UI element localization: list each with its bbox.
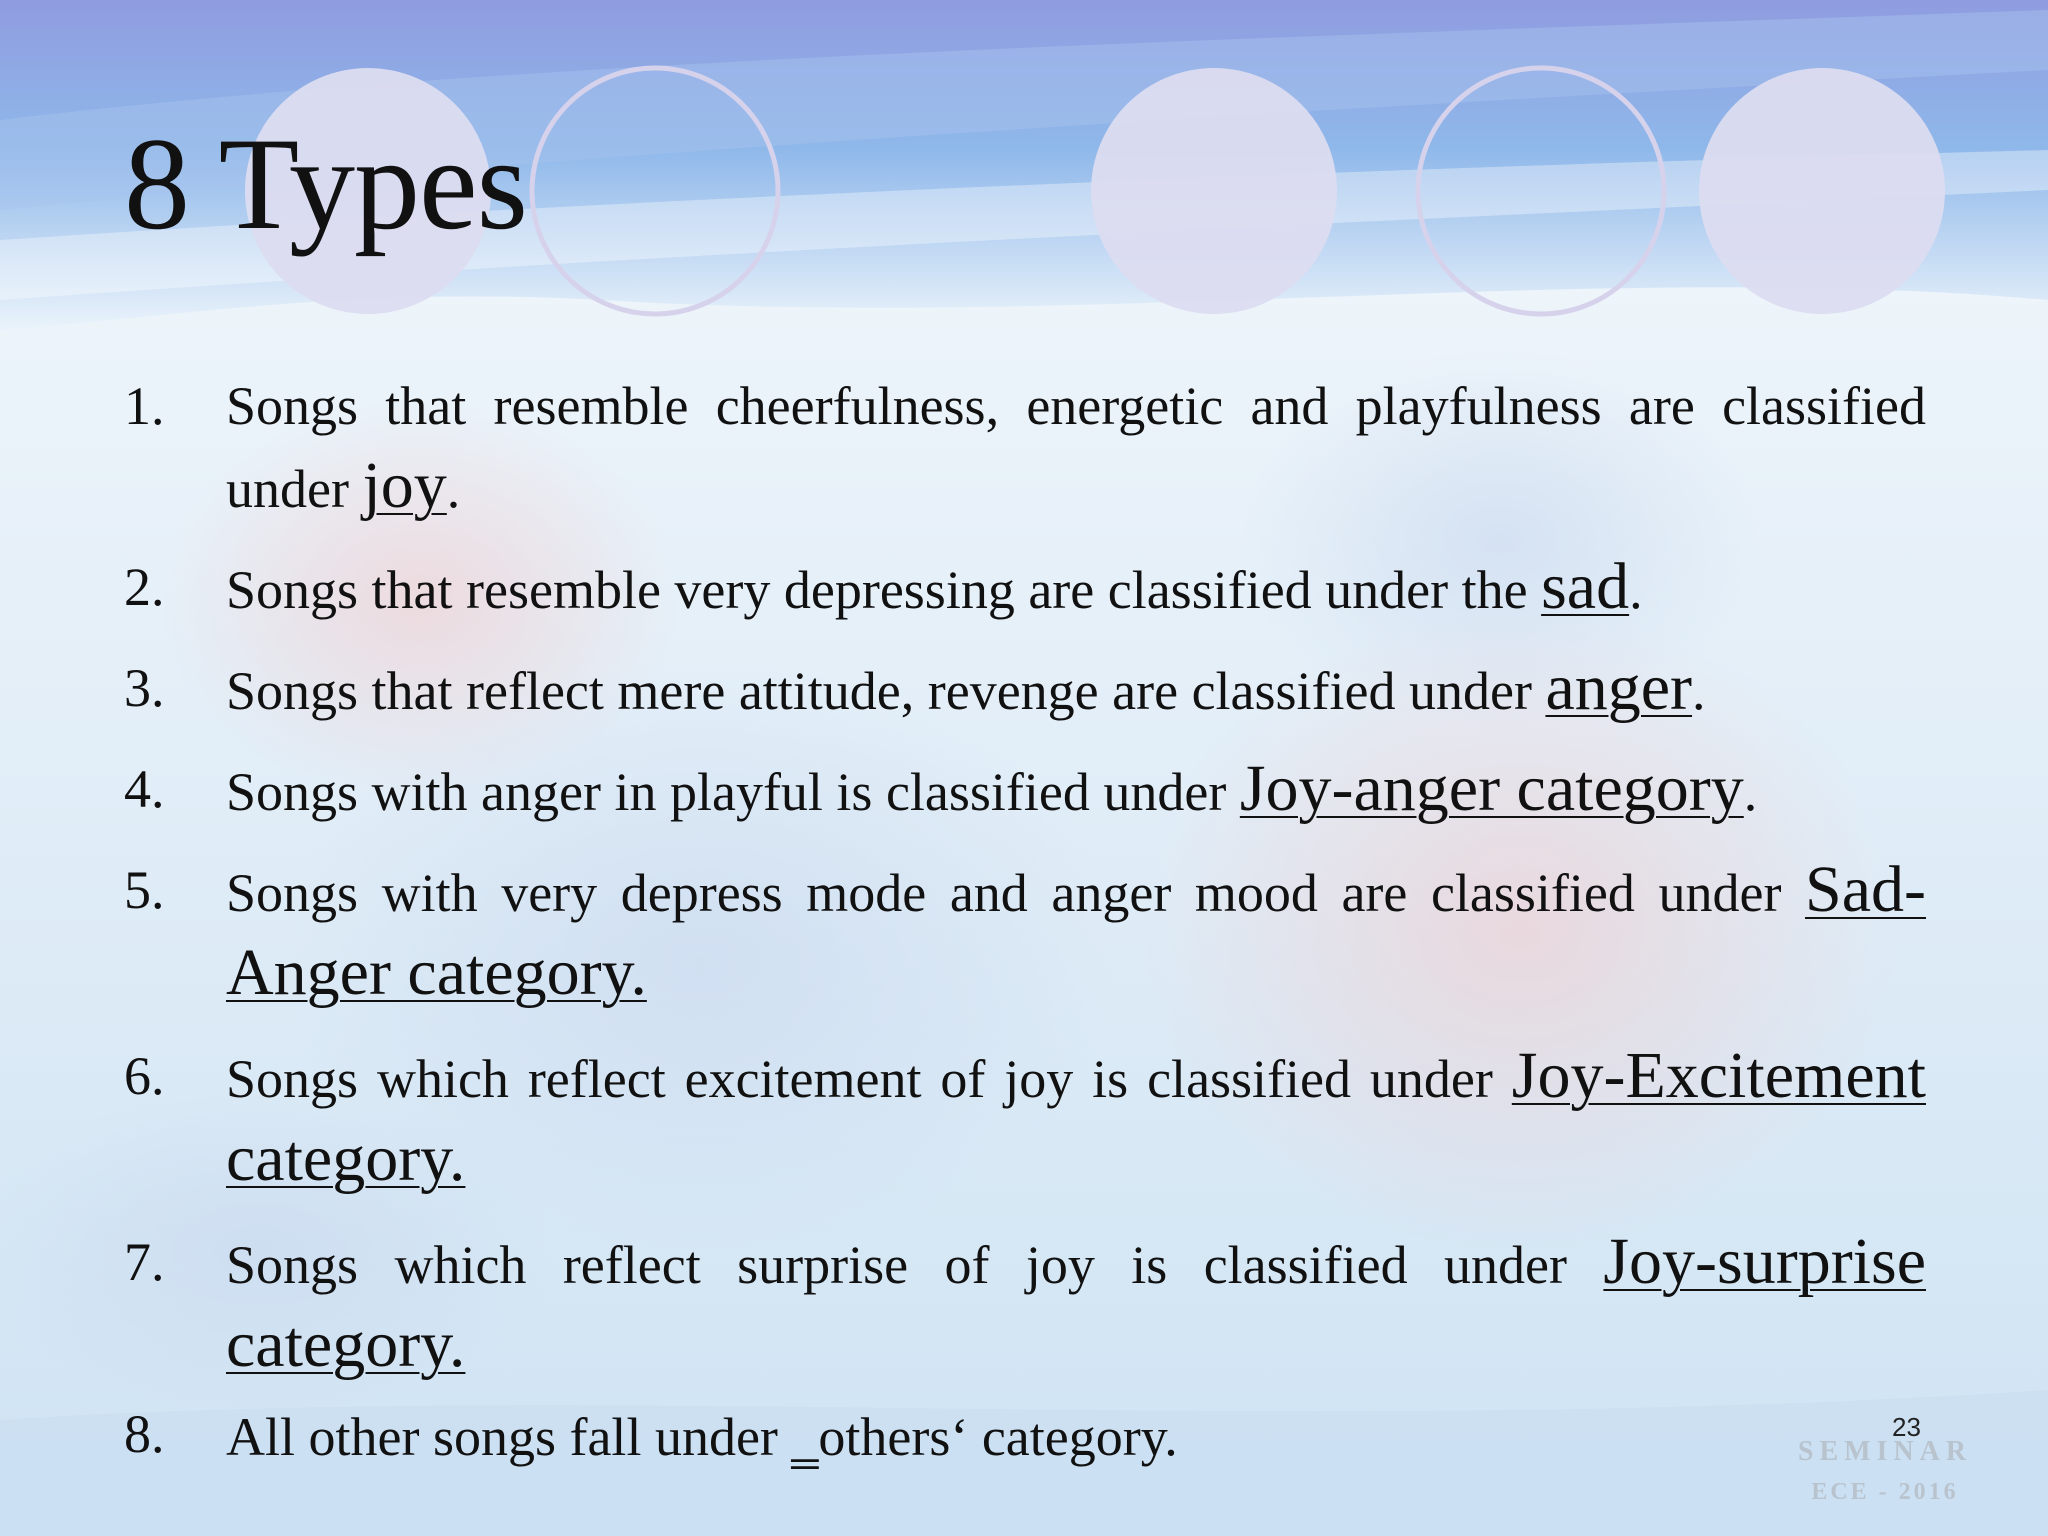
list-item-keyword: joy [362, 449, 447, 522]
list-item-text: All other songs fall under ‗others‘ category. [226, 1407, 1178, 1467]
list-item-number: 7. [124, 1232, 165, 1292]
list-item-keyword: anger [1545, 651, 1693, 724]
list-item-keyword: Joy-Excitement category. [226, 1039, 1926, 1195]
list-item-text: Songs which reflect surprise of joy is classified under [226, 1235, 1604, 1295]
list-item-number: 8. [124, 1404, 165, 1464]
list-item-number: 3. [124, 658, 165, 718]
list-item-keyword: Joy-surprise category. [226, 1225, 1926, 1381]
stamp-line-1: SEMINAR [1797, 1436, 1973, 1467]
list-item-number: 1. [124, 376, 165, 436]
list-item-text: Songs with very depress mode and anger mood are classified under [226, 863, 1806, 923]
list-item-text: Songs that resemble very depressing are classified under the [226, 560, 1542, 620]
list-item-number: 4. [124, 759, 165, 819]
list-item-number: 2. [124, 557, 165, 617]
seminar-stamp [1770, 1432, 2000, 1512]
list-item-end: . [446, 459, 461, 519]
list-item [124, 366, 1926, 529]
list-item [124, 1036, 1926, 1202]
list-item-text: Songs that resemble cheerfulness, energetic and playfulness are classified under [226, 376, 1926, 519]
list-item-text: Songs which reflect excitement of joy is classified under [226, 1049, 1512, 1109]
stamp-line-2: ECE - 2016 [1811, 1479, 1959, 1505]
list-item [124, 1222, 1926, 1388]
list-item-end: . [1629, 560, 1643, 620]
list-item-number: 5. [124, 860, 165, 920]
slide-title: 8 Types [124, 110, 527, 257]
list-item [124, 749, 1926, 832]
list-item [124, 1394, 1926, 1477]
list-item-keyword: sad [1541, 550, 1630, 623]
list-item-text: Songs with anger in playful is classified under [226, 762, 1240, 822]
decor-circle-filled-2 [1091, 68, 1337, 314]
page-number: 23 [1892, 1412, 1921, 1442]
list-item-text: Songs that reflect mere attitude, revenge are classified under [226, 661, 1546, 721]
list-item-end: . [1692, 661, 1706, 721]
list-item-keyword: Sad-Anger category. [226, 853, 1926, 1009]
list-item-end: . [1743, 762, 1758, 822]
decor-circle-filled-3 [1699, 68, 1945, 314]
list-item-keyword: Joy-anger category [1239, 752, 1744, 825]
list-item [124, 648, 1926, 731]
list-item [124, 547, 1926, 630]
bullet-list [124, 366, 1926, 1477]
list-item-number: 6. [124, 1046, 165, 1106]
list-item [124, 850, 1926, 1016]
